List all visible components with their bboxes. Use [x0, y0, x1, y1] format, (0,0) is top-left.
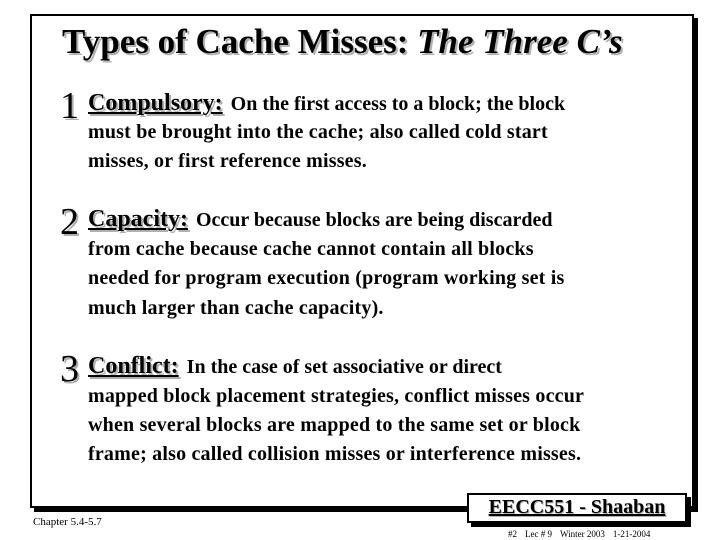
item-text-line: much larger than cache capacity). — [88, 297, 384, 319]
lecture-number: Lec # 9 — [525, 529, 552, 539]
item-text-line: when several blocks are mapped to the same set or block — [88, 414, 581, 436]
lecture-info — [508, 529, 658, 539]
course-badge: EECC551 - Shaaban — [467, 493, 687, 523]
item-lead: Occur because blocks are being discarded — [195, 209, 553, 231]
item-number: 1 — [60, 85, 79, 127]
item-text-line: frame; also called collision misses or interference misses. — [88, 443, 582, 465]
chapter-reference: Chapter 5.4-5.7 — [33, 516, 102, 528]
item-term: Capacity: — [88, 206, 188, 232]
title-text: Types of Cache Misses: — [62, 22, 418, 61]
item-number: 2 — [60, 201, 79, 243]
item-term: Compulsory: — [88, 90, 223, 116]
item-text-line: must be brought into the cache; also called cold start — [88, 121, 548, 143]
item-heading — [88, 90, 565, 117]
item-term: Conflict: — [88, 353, 179, 379]
term-label: Winter 2003 — [560, 529, 605, 539]
title-italic-text: The Three C’s — [417, 22, 623, 61]
item-lead: In the case of set associative or direct — [186, 356, 502, 378]
lecture-date: 1-21-2004 — [612, 529, 651, 539]
item-text-line: misses, or first reference misses. — [88, 150, 367, 172]
item-lead: On the first access to a block; the block — [230, 93, 566, 115]
slide-number: #2 — [508, 529, 517, 539]
item-heading — [88, 353, 502, 380]
item-heading — [88, 206, 552, 233]
item-text-line: mapped block placement strategies, conflict misses occur — [88, 385, 585, 407]
item-text-line: from cache because cache cannot contain all blocks — [88, 238, 534, 260]
item-text-line: needed for program execution (program working set is — [88, 267, 565, 289]
slide-title — [62, 22, 682, 62]
item-number: 3 — [60, 348, 79, 390]
